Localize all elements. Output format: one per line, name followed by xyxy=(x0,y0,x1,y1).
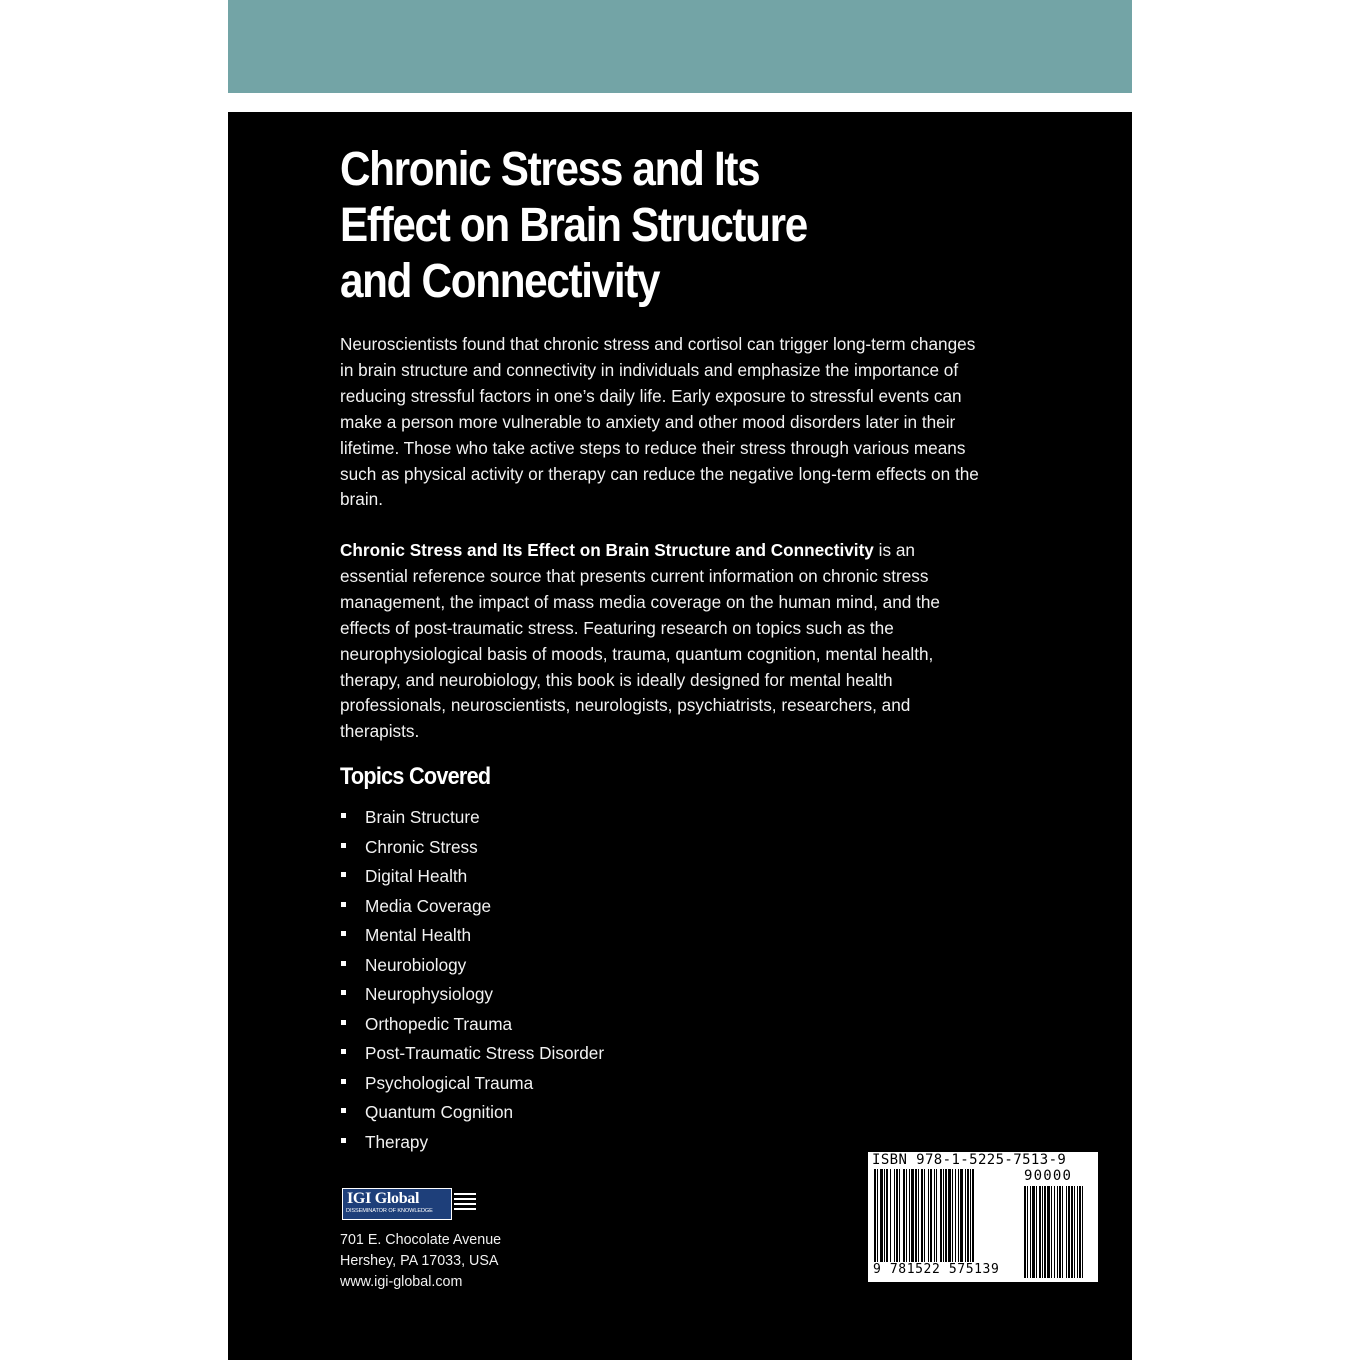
barcode-bar xyxy=(877,1169,878,1265)
barcode-bar xyxy=(1059,1186,1061,1278)
barcode-bar xyxy=(890,1169,891,1265)
isbn-label: ISBN 978-1-5225-7513-9 xyxy=(872,1152,1067,1168)
barcode-bar xyxy=(1066,1186,1067,1278)
barcode-bar xyxy=(1047,1186,1050,1278)
topic-item xyxy=(340,805,604,835)
bullet-icon xyxy=(341,813,346,818)
topic-label: Psychological Trauma xyxy=(365,1072,534,1093)
bullet-icon xyxy=(341,1079,346,1084)
description-paragraph-2 xyxy=(340,538,980,745)
barcode-bar xyxy=(880,1169,883,1265)
barcode-bar xyxy=(1039,1186,1041,1278)
barcode-bar xyxy=(1077,1186,1078,1278)
barcode-bar xyxy=(911,1169,914,1265)
barcode-bar xyxy=(1051,1186,1052,1278)
barcode-bar xyxy=(955,1169,956,1265)
bullet-icon xyxy=(341,931,346,936)
barcode-bar xyxy=(1044,1186,1046,1278)
barcode-bar xyxy=(1024,1186,1026,1278)
barcode-bar xyxy=(936,1169,937,1265)
topic-label: Chronic Stress xyxy=(365,836,478,857)
topic-label: Neurobiology xyxy=(365,954,467,975)
barcode-digits: 9 781522 575139 xyxy=(873,1262,1000,1277)
topic-item xyxy=(340,1041,604,1071)
barcode-bar xyxy=(899,1169,900,1265)
barcode-bar xyxy=(1068,1186,1070,1278)
barcode-bar xyxy=(972,1169,974,1265)
bullet-icon xyxy=(341,990,346,995)
barcode-bar xyxy=(952,1169,953,1265)
bullet-icon xyxy=(341,1020,346,1025)
publisher-logo xyxy=(340,1187,478,1221)
address-line-2: Hershey, PA 17033, USA xyxy=(340,1253,499,1269)
publisher-website: www.igi-global.com xyxy=(340,1274,463,1290)
barcode-bar xyxy=(1057,1186,1058,1278)
barcode-bar xyxy=(909,1169,910,1265)
topic-item xyxy=(340,1100,604,1130)
barcode-bar xyxy=(960,1169,963,1265)
bullet-icon xyxy=(341,872,346,877)
barcode-bar xyxy=(1032,1186,1035,1278)
barcode-bar xyxy=(1030,1186,1031,1278)
publisher-address xyxy=(340,1230,501,1293)
barcode-bar xyxy=(918,1169,919,1265)
topic-label: Post-Traumatic Stress Disorder xyxy=(365,1043,605,1063)
barcode-bar xyxy=(930,1169,932,1265)
topic-label: Quantum Cognition xyxy=(365,1102,514,1122)
topic-item xyxy=(340,982,604,1012)
barcode-bar xyxy=(967,1169,969,1265)
barcode-bar xyxy=(965,1169,966,1265)
barcode-bar xyxy=(886,1169,888,1265)
topics-heading: Topics Covered xyxy=(340,763,491,790)
topic-item xyxy=(340,953,604,983)
topic-item xyxy=(340,1130,604,1160)
bullet-icon xyxy=(341,1138,346,1143)
book-title-inline: Chronic Stress and Its Effect on Brain Structure and Connectivity xyxy=(340,540,874,560)
barcode-bar xyxy=(906,1169,907,1265)
barcode-bar xyxy=(1036,1186,1037,1278)
barcode-bar xyxy=(928,1169,929,1265)
topic-label: Brain Structure xyxy=(365,807,480,827)
barcode-bar xyxy=(1054,1186,1055,1278)
logo-box xyxy=(342,1188,452,1220)
barcode-bar xyxy=(948,1169,951,1265)
barcode-bar xyxy=(943,1169,944,1265)
barcode-bar xyxy=(1042,1186,1043,1278)
topics-list xyxy=(340,805,604,1159)
description-paragraph-2-text: is an essential reference source that presents current information on chronic stress management, the impact of mass media coverage on the human mind, and the effects of post-traumatic stress. Featuring research on topics such as the neurophysiological basis of moods, trauma, quantum cognition, mental health, therapy, and neurobiology, this book is ideally designed for mental health professionals, neuroscientists, neurologists, psychiatrists, researchers, and therapists. xyxy=(340,540,940,742)
book-title: Chronic Stress and Its Effect on Brain Structure and Connectivity xyxy=(340,143,807,308)
topic-label: Mental Health xyxy=(365,925,472,945)
barcode-bar xyxy=(1082,1186,1083,1278)
price-code: 90000 xyxy=(1024,1168,1073,1184)
bullet-icon xyxy=(341,1108,346,1113)
barcode-bar xyxy=(921,1169,923,1265)
barcode xyxy=(868,1152,1098,1282)
logo-tagline: DISSEMINATOR OF KNOWLEDGE xyxy=(346,1208,433,1214)
topic-label: Therapy xyxy=(365,1131,429,1152)
bullet-icon xyxy=(341,902,346,907)
barcode-bar xyxy=(884,1169,885,1265)
topic-item xyxy=(340,1012,604,1042)
barcode-bar xyxy=(1074,1186,1075,1278)
barcode-bar xyxy=(874,1169,876,1265)
bullet-icon xyxy=(341,961,346,966)
topic-label: Orthopedic Trauma xyxy=(365,1013,513,1034)
barcode-bar xyxy=(940,1169,942,1265)
description-paragraph-1: Neuroscientists found that chronic stress and cortisol can trigger long-term changes in brain structure and connectivity in individuals and emphasize the importance of reducing stressful factors in one’s daily life. Early exposure to stressful events can make a person more vulnerable to anxiety and other mood disorders later in their lifetime. Those who take active steps to reduce their stress through various means such as physical activity or therapy can reduce the negative long-term effects on the brain. xyxy=(340,334,979,510)
topic-label: Media Coverage xyxy=(365,895,492,916)
topic-item xyxy=(340,1071,604,1101)
topic-item xyxy=(340,864,604,894)
topic-label: Digital Health xyxy=(365,866,468,886)
barcode-bar xyxy=(1062,1186,1063,1278)
barcode-bar xyxy=(958,1169,959,1265)
barcode-bar xyxy=(903,1169,905,1265)
topic-label: Neurophysiology xyxy=(365,984,494,1004)
barcode-bar xyxy=(915,1169,917,1265)
barcode-bar xyxy=(1079,1186,1081,1278)
topic-item xyxy=(340,894,604,924)
bullet-icon xyxy=(341,843,346,848)
barcode-bar xyxy=(945,1169,947,1265)
logo-lines-icon xyxy=(454,1193,476,1213)
barcode-bar xyxy=(896,1169,898,1265)
topic-item xyxy=(340,835,604,865)
logo-name: IGI Global xyxy=(347,1190,420,1207)
barcode-bar xyxy=(1071,1186,1073,1278)
barcode-bar xyxy=(894,1169,895,1265)
barcode-bar xyxy=(970,1169,971,1265)
address-line-1: 701 E. Chocolate Avenue xyxy=(340,1232,502,1248)
bullet-icon xyxy=(341,1049,346,1054)
back-cover xyxy=(228,112,1132,1360)
barcode-bar xyxy=(934,1169,935,1265)
top-color-band xyxy=(228,0,1132,93)
barcode-bar xyxy=(1027,1186,1028,1278)
barcode-bar xyxy=(924,1169,925,1265)
topic-item xyxy=(340,923,604,953)
